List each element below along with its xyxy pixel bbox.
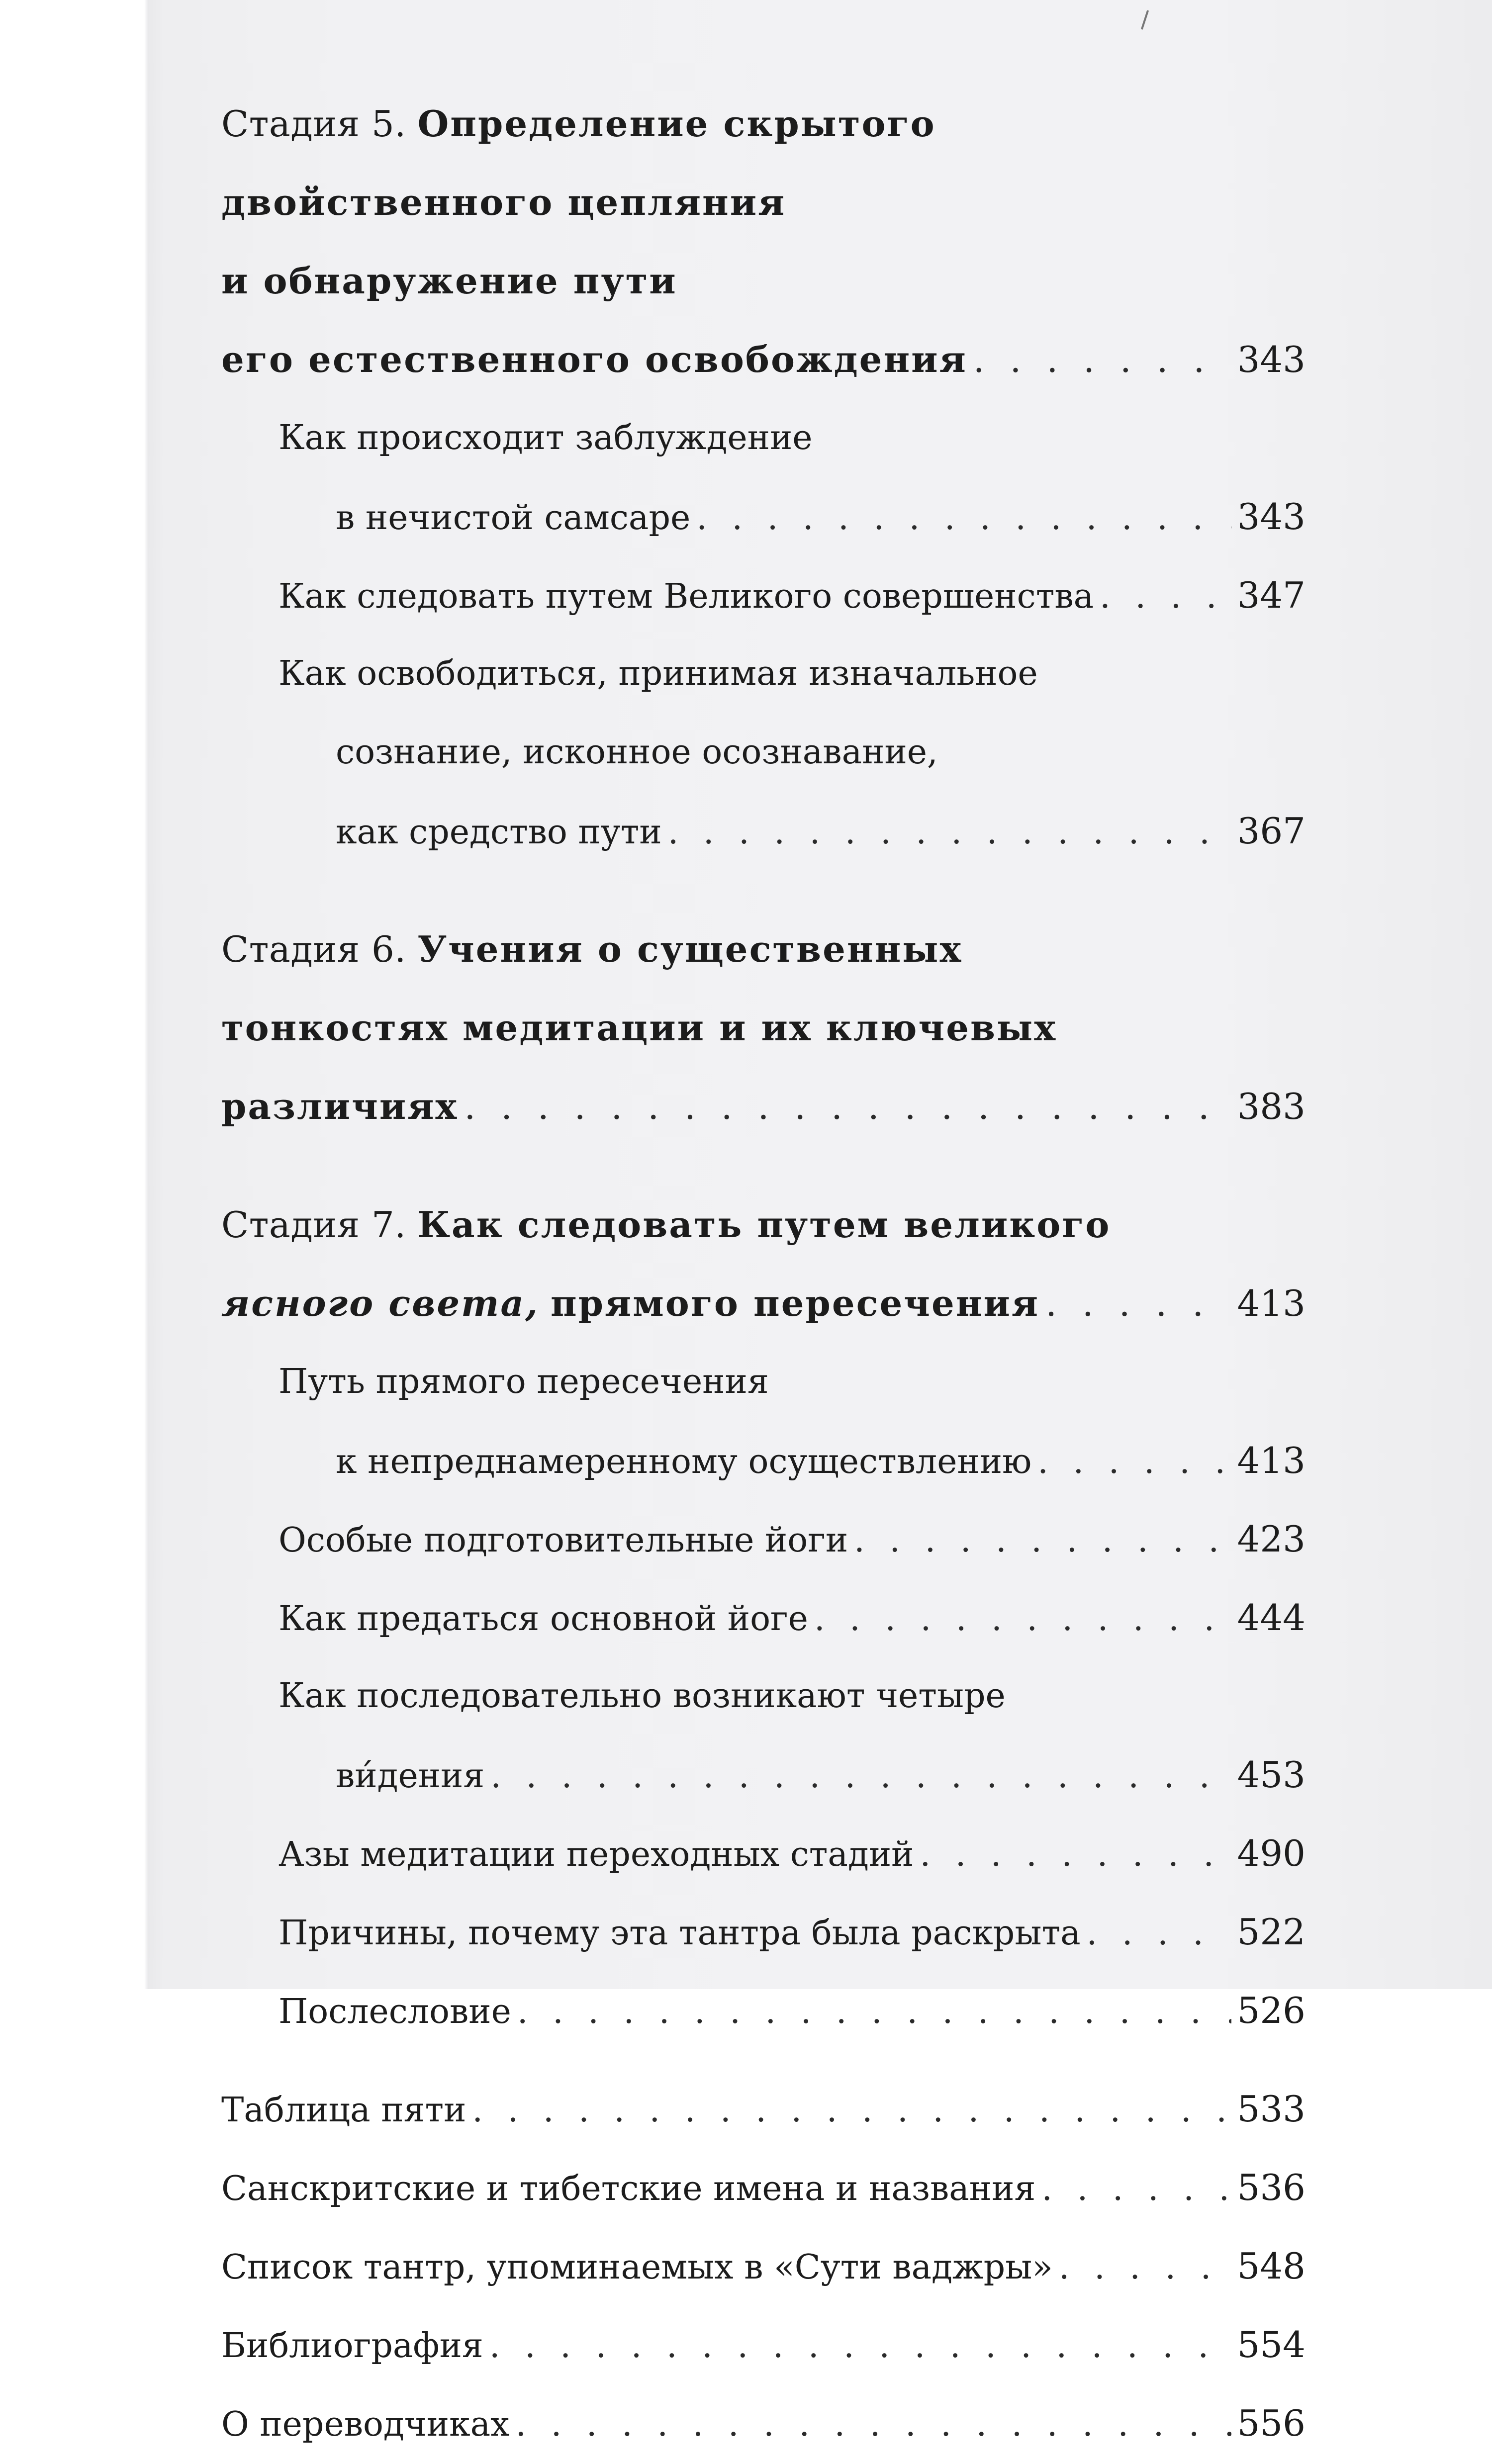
stage-title-line: и обнаружение пути [221, 260, 677, 302]
entry-title-line: Путь прямого пересечения [279, 1362, 769, 1401]
leader-dots [515, 2385, 1231, 2464]
page-number: 383 [1237, 1086, 1306, 1127]
page-number: 548 [1237, 2245, 1306, 2287]
page-number: 453 [1237, 1754, 1306, 1796]
leader-dots [696, 479, 1231, 557]
toc-subentry[interactable] [221, 1578, 1306, 1657]
stage-label: Стадия 5. [221, 103, 406, 145]
entry-title-line: Особые подготовительные йоги [279, 1521, 848, 1560]
toc-stage-7[interactable] [221, 1186, 1306, 1343]
leader-dots [1087, 1894, 1231, 1973]
stage-title-line: прямого пересечения [550, 1282, 1040, 1324]
entry-title-line: Как происходит заблуждение [279, 418, 813, 457]
stage-title-line: двойственного цепляния [221, 181, 786, 223]
toc-subentry[interactable] [221, 1657, 1306, 1814]
leader-dots [517, 1973, 1231, 2051]
entry-title-line: к непреднамеренному осуществлению [336, 1442, 1032, 1481]
pencil-mark [1141, 10, 1149, 29]
page-number: 413 [1237, 1282, 1306, 1324]
entry-title-line: ви́дения [336, 1756, 485, 1796]
stage-title-line: Учения о существенных [417, 928, 963, 970]
table-of-contents [221, 85, 1306, 2463]
leader-dots [1037, 1423, 1231, 1501]
stage-title-line: Определение скрытого [417, 102, 936, 145]
leader-dots [854, 1501, 1231, 1580]
toc-subentry[interactable] [221, 1343, 1306, 1500]
stage-title-line: тонкостях медитации и их ключевых [221, 1006, 1057, 1049]
page-number: 444 [1237, 1597, 1306, 1639]
entry-title-line: Азы медитации переходных стадий [279, 1835, 914, 1874]
leader-dots [973, 320, 1231, 399]
entry-title: Санскритские и тибетские имена и названия [221, 2169, 1036, 2208]
toc-stage-6[interactable] [221, 910, 1306, 1146]
page-number: 522 [1237, 1911, 1306, 1953]
toc-appendix-entry[interactable] [221, 2227, 1306, 2305]
stage-label: Стадия 6. [221, 928, 406, 970]
entry-title-line: сознание, исконное осознавание, [336, 732, 938, 772]
entry-title-line: Как освободиться, принимая изначальное [279, 654, 1038, 693]
page-number: 413 [1237, 1440, 1306, 1481]
toc-appendix-entry[interactable] [221, 2070, 1306, 2148]
toc-subentry[interactable] [221, 556, 1306, 635]
entry-title: Библиография [221, 2326, 483, 2366]
page-number: 490 [1237, 1832, 1306, 1874]
leader-dots [1041, 2150, 1231, 2228]
toc-appendix-entry[interactable] [221, 2305, 1306, 2384]
toc-subentry[interactable] [221, 399, 1306, 556]
stage-title-line: Как следовать путем великого [417, 1203, 1111, 1246]
page-number: 423 [1237, 1518, 1306, 1560]
toc-subentry[interactable] [221, 1500, 1306, 1578]
leader-dots [490, 1737, 1231, 1816]
leader-dots [472, 2071, 1231, 2150]
leader-dots [1100, 557, 1231, 636]
stage-title-italic: ясного света, [221, 1282, 540, 1324]
page-number: 554 [1237, 2324, 1306, 2366]
leader-dots [1045, 1264, 1231, 1343]
toc-appendix-entry[interactable] [221, 2384, 1306, 2463]
toc-subentry[interactable] [221, 1971, 1306, 2050]
toc-stage-5[interactable] [221, 85, 1306, 399]
leader-dots [920, 1816, 1231, 1894]
leader-dots [668, 793, 1231, 872]
stage-label: Стадия 7. [221, 1204, 406, 1246]
page-number: 343 [1237, 339, 1306, 380]
page-number: 343 [1237, 496, 1306, 538]
entry-title-line: Послесловие [279, 1992, 511, 2031]
page-number: 556 [1237, 2402, 1306, 2444]
toc-appendix-entry[interactable] [221, 2148, 1306, 2227]
page-number: 526 [1237, 1990, 1306, 2031]
entry-title: Список тантр, упоминаемых в «Сути ваджры» [221, 2248, 1053, 2287]
page-number: 536 [1237, 2167, 1306, 2208]
entry-title-line: Причины, почему эта тантра была раскрыта [279, 1914, 1081, 1953]
leader-dots [464, 1067, 1231, 1146]
entry-title-line: Как последовательно возникают четыре [279, 1676, 1006, 1716]
toc-subentry[interactable] [221, 1814, 1306, 1893]
entry-title-line: в нечистой самсаре [336, 498, 691, 538]
leader-dots [814, 1580, 1231, 1658]
page-number: 347 [1237, 574, 1306, 616]
entry-title: О переводчиках [221, 2405, 510, 2444]
entry-title-line: Как предаться основной йоге [279, 1599, 808, 1639]
entry-title: Таблица пяти [221, 2091, 466, 2130]
leader-dots [489, 2307, 1231, 2385]
leader-dots [1059, 2228, 1231, 2307]
entry-title-line: как средство пути [336, 813, 662, 852]
stage-title-line: его естественного освобождения [221, 338, 967, 380]
toc-subentry[interactable] [221, 1893, 1306, 1971]
page-number: 533 [1237, 2088, 1306, 2130]
entry-title-line: Как следовать путем Великого совершенства [279, 577, 1094, 616]
page-number: 367 [1237, 810, 1306, 852]
stage-title-line: различиях [221, 1085, 459, 1127]
toc-subentry[interactable] [221, 635, 1306, 870]
